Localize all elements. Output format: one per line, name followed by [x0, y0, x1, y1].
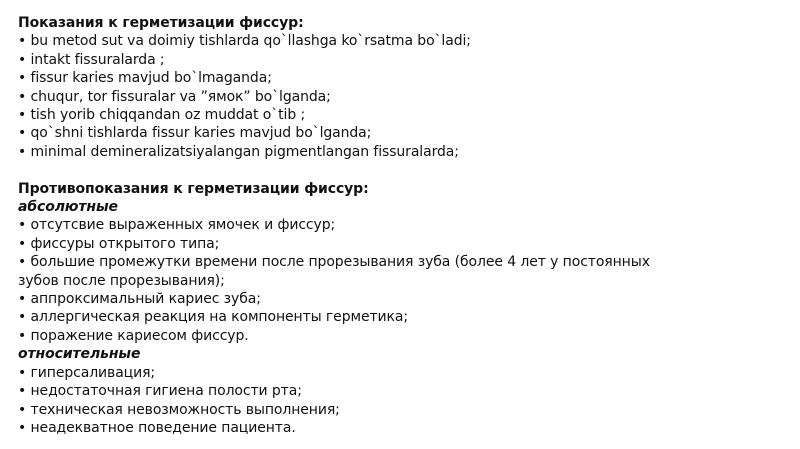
list-item: зубов после прорезывания);	[18, 272, 225, 289]
list-item: • большие промежутки времени после прорезывания зуба (более 4 лет у постоянных	[18, 254, 650, 271]
document-body	[18, 14, 788, 437]
section-spacer	[18, 161, 788, 179]
indications-list	[18, 32, 788, 161]
list-item: • отсутсвие выраженных ямочек и фиссур;	[18, 217, 336, 234]
list-item: • фиссуры открытого типа;	[18, 235, 220, 252]
relative-contraindications-list	[18, 364, 788, 438]
indications-heading: Показания к герметизации фиссур:	[18, 15, 304, 31]
absolute-subheading: абсолютные	[18, 199, 118, 216]
contraindications-heading: Противопоказания к герметизации фиссур:	[18, 180, 369, 197]
list-item: • bu metod sut va doimiy tishlarda qo`llashga ko`rsatma bo`ladi;	[18, 33, 471, 50]
list-item: • техническая невозможность выполнения;	[18, 401, 340, 418]
list-item: • аппроксимальный кариес зуба;	[18, 291, 261, 308]
relative-subheading: относительные	[18, 346, 141, 363]
list-item: • поражение кариесом фиссур.	[18, 327, 249, 344]
list-item: • tish yorib chiqqandan oz muddat o`tib ;	[18, 107, 306, 124]
absolute-contraindications-list	[18, 216, 788, 345]
list-item: • недостаточная гигиена полости рта;	[18, 383, 302, 400]
list-item: • аллергическая реакция на компоненты герметика;	[18, 309, 408, 326]
list-item: • minimal demineralizatsiyalangan pigmentlangan fissuralarda;	[18, 143, 459, 160]
list-item: • fissur karies mavjud bo`lmaganda;	[18, 70, 272, 87]
list-item: • неадекватное поведение пациента.	[18, 419, 296, 436]
list-item: • chuqur, tor fissuralar va ”ямок” bo`lganda;	[18, 88, 331, 105]
list-item: • гиперсаливация;	[18, 364, 156, 381]
list-item: • qo`shni tishlarda fissur karies mavjud bo`lganda;	[18, 125, 372, 142]
list-item: • intakt fissuralarda ;	[18, 51, 165, 68]
